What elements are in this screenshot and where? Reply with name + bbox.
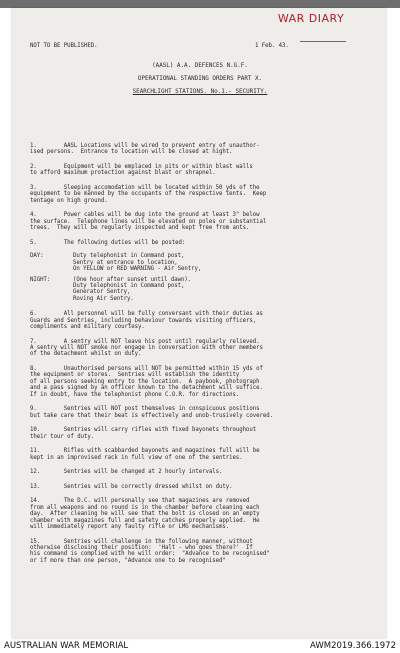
- duty-line: Sentry at entrance to location,: [73, 259, 178, 266]
- paragraph-line: 4. Power cables will be dug into the ground at least 3" below: [30, 212, 260, 219]
- section-title: SEARCHLIGHT STATIONS. No.1.- SECURITY.: [132, 89, 268, 95]
- paragraph-line: 3. Sleeping accomodation will be located within 50 yds of the: [30, 185, 260, 191]
- duty-line: Generator Sentry,: [73, 289, 131, 296]
- paragraph-line: the equipment or stores. Sentries will establish the identity: [30, 372, 240, 379]
- paragraph-line: his command is complied with he will order: "Advance to be recognised": [30, 551, 270, 558]
- paragraph-line: day. After cleaning he will see that the bolt is closed on an empty: [30, 511, 260, 518]
- paragraph-line: the surface. Telephone lines will be elevated on poles or substantial: [30, 218, 267, 225]
- paragraph-line: compliments and military courtesy.: [30, 324, 145, 330]
- duty-line: On YELLOW or RED WARNING - Air Sentry,: [73, 266, 202, 273]
- paragraph-line: ised persons. Entrance to location will be closed at night.: [30, 149, 233, 156]
- paragraph-line: 12. Sentries will be changed at 2 hourly intervals.: [30, 469, 223, 476]
- paragraph-line: 13. Sentries will be correctly dressed whilst on duty.: [30, 483, 233, 490]
- scan-border: [0, 0, 400, 8]
- paragraph-line: 8. Unauthorised persons will NOT be permitted within 15 yds of: [30, 366, 263, 372]
- stamp-underline: [300, 41, 346, 42]
- paragraph-line: 7. A sentry will NOT leave his post until regularly relieved.: [30, 338, 260, 345]
- duty-line: Duty telephonist in Command post,: [73, 253, 185, 260]
- paragraph-line: 5. The following duties will be posted:: [30, 239, 186, 246]
- footer-accession: AWM2019.366.1972: [310, 641, 396, 651]
- paragraph-line: equipment to be manned by the occupants of the respective tents. Keep: [30, 191, 267, 198]
- duty-line: Duty telephonist in Command post,: [73, 283, 185, 289]
- unit-title: (AASL) A.A. DEFENCES N.G.F.: [152, 63, 248, 69]
- duty-line: (One hour after sunset until dawn).: [73, 276, 192, 283]
- paragraph-line: 11. Rifles with scabbarded bayonets and magazines full will be: [30, 448, 260, 455]
- paragraph-line: 2. Equipment will be emplaced in pits or within blast walls: [30, 164, 253, 170]
- paragraph-line: will immediately report any faulty rifle or LMG mechanisms.: [30, 524, 230, 530]
- document-date: 1 Feb. 43.: [255, 43, 289, 49]
- duty-label-night: NIGHT:: [30, 276, 51, 283]
- paragraph-line: from all weapons and no round is in the chamber before cleaning each: [30, 504, 260, 511]
- footer-source: AUSTRALIAN WAR MEMORIAL: [4, 641, 129, 651]
- paragraph-line: trees. They will be regularly inspected and kept free from ants.: [30, 225, 250, 232]
- paragraph-line: chamber with magazines full and safety catches properly applied. He: [30, 517, 260, 524]
- paragraph-line: A sentry will NOT smoke nor engage in conversation with other members: [30, 345, 263, 351]
- paragraph-line: Guards and Sentries, including behaviour towards visiting officers,: [30, 317, 257, 324]
- duty-line: Roving Air Sentry.: [73, 295, 134, 302]
- duty-label-day: DAY:: [30, 253, 44, 260]
- archive-footer: [0, 640, 400, 653]
- paragraph-line: 15. Sentries will challenge in the following manner, without: [30, 538, 253, 545]
- paragraph-line: kept in an improvised rack in full view of one of the sentries.: [30, 454, 243, 461]
- paragraph-line: 9. Sentries will NOT post themselves in conspicuous positions: [30, 406, 260, 413]
- paragraph-line: their tour of duty.: [30, 433, 95, 440]
- paragraph-line: 10. Sentries will carry rifles with fixed bayonets throughout: [30, 427, 257, 434]
- paragraph-line: 1. AASL Locations will be wired to prevent entry of unauthor-: [30, 143, 260, 149]
- paragraph-line: but take care that their beat is effectively and unob-trusively covered.: [30, 412, 273, 419]
- paragraph-line: If in doubt, have the telephonist phone C.O.R. for directions.: [30, 391, 240, 398]
- paragraph-line: to afford maximum protection against blast or shrapnel.: [30, 170, 216, 177]
- paragraph-line: and a pass signed by an officer known to the detachment will suffice.: [30, 385, 263, 392]
- paragraph-line: tentage on high ground.: [30, 197, 108, 204]
- paragraph-line: of the detachment whilst on duty.: [30, 351, 142, 358]
- orders-title: OPERATIONAL STANDING ORDERS PART X.: [137, 76, 263, 82]
- restriction-notice: NOT TO BE PUBLISHED.: [30, 43, 98, 49]
- paragraph-line: 6. All personnel will be fully conversant with their duties as: [30, 311, 263, 318]
- paragraph-line: otherwise disclosing their position: 'Halt - who goes there?' If: [30, 545, 253, 551]
- paragraph-line: of all persons seeking entry to the location. A paybook, photograph: [30, 378, 260, 385]
- war-diary-stamp: WAR DIARY: [277, 12, 345, 25]
- paragraph-line: or if more than one person, "Advance one to be recognised": [30, 557, 226, 564]
- paragraph-line: 14. The D.C. will personally see that magazines are removed: [30, 498, 250, 505]
